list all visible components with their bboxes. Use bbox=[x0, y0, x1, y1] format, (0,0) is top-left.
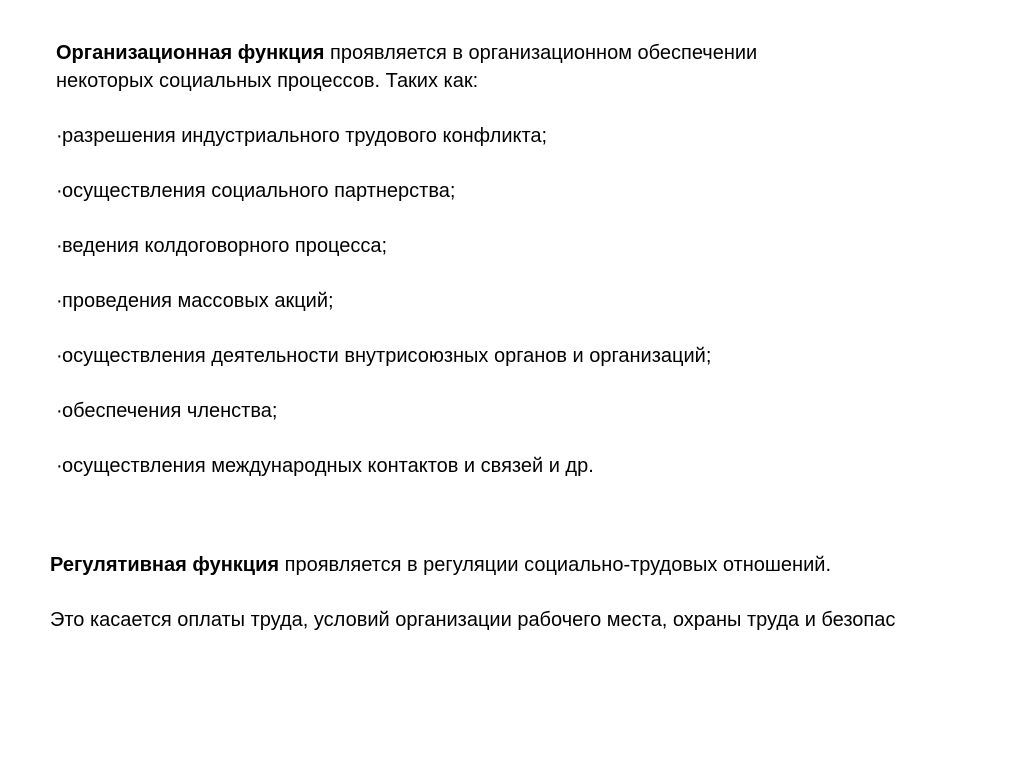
intro-line-1-text: проявляется в организационном обеспечении bbox=[324, 42, 758, 64]
list-item-text: проведения массовых акций; bbox=[62, 290, 334, 312]
list-item-text: обеспечения членства; bbox=[62, 400, 278, 422]
list-item bbox=[56, 397, 711, 452]
bullet-icon: · bbox=[56, 400, 63, 422]
list-item bbox=[56, 232, 711, 287]
list-item bbox=[56, 342, 711, 397]
regulative-paragraph bbox=[50, 551, 831, 579]
bullet-icon: · bbox=[56, 125, 63, 147]
list-item-text: осуществления деятельности внутрисоюзных органов и организаций; bbox=[62, 345, 712, 367]
regulative-detail: Это касается оплаты труда, условий организации рабочего места, охраны труда и безопас bbox=[50, 609, 896, 631]
list-item bbox=[56, 452, 711, 507]
regulative-paragraph-text: проявляется в регуляции социально-трудовых отношений. bbox=[279, 554, 831, 576]
intro-paragraph bbox=[56, 39, 757, 95]
list-item-text: ведения колдоговорного процесса; bbox=[62, 235, 388, 257]
process-list bbox=[56, 122, 711, 507]
bullet-icon: · bbox=[56, 180, 63, 202]
list-item-text: осуществления международных контактов и связей и др. bbox=[62, 455, 594, 477]
list-item bbox=[56, 177, 711, 232]
list-item-text: разрешения индустриального трудового конфликта; bbox=[62, 125, 548, 147]
list-item bbox=[56, 122, 711, 177]
intro-line-2: некоторых социальных процессов. Таких как: bbox=[56, 70, 479, 92]
bullet-icon: · bbox=[56, 235, 63, 257]
list-item bbox=[56, 287, 711, 342]
intro-line-1 bbox=[56, 39, 757, 67]
organizational-function-term: Организационная функция bbox=[56, 42, 325, 64]
bullet-icon: · bbox=[56, 290, 63, 312]
bullet-icon: · bbox=[56, 345, 63, 367]
list-item-text: осуществления социального партнерства; bbox=[62, 180, 456, 202]
regulative-function-term: Регулятивная функция bbox=[50, 554, 280, 576]
bullet-icon: · bbox=[56, 455, 63, 477]
